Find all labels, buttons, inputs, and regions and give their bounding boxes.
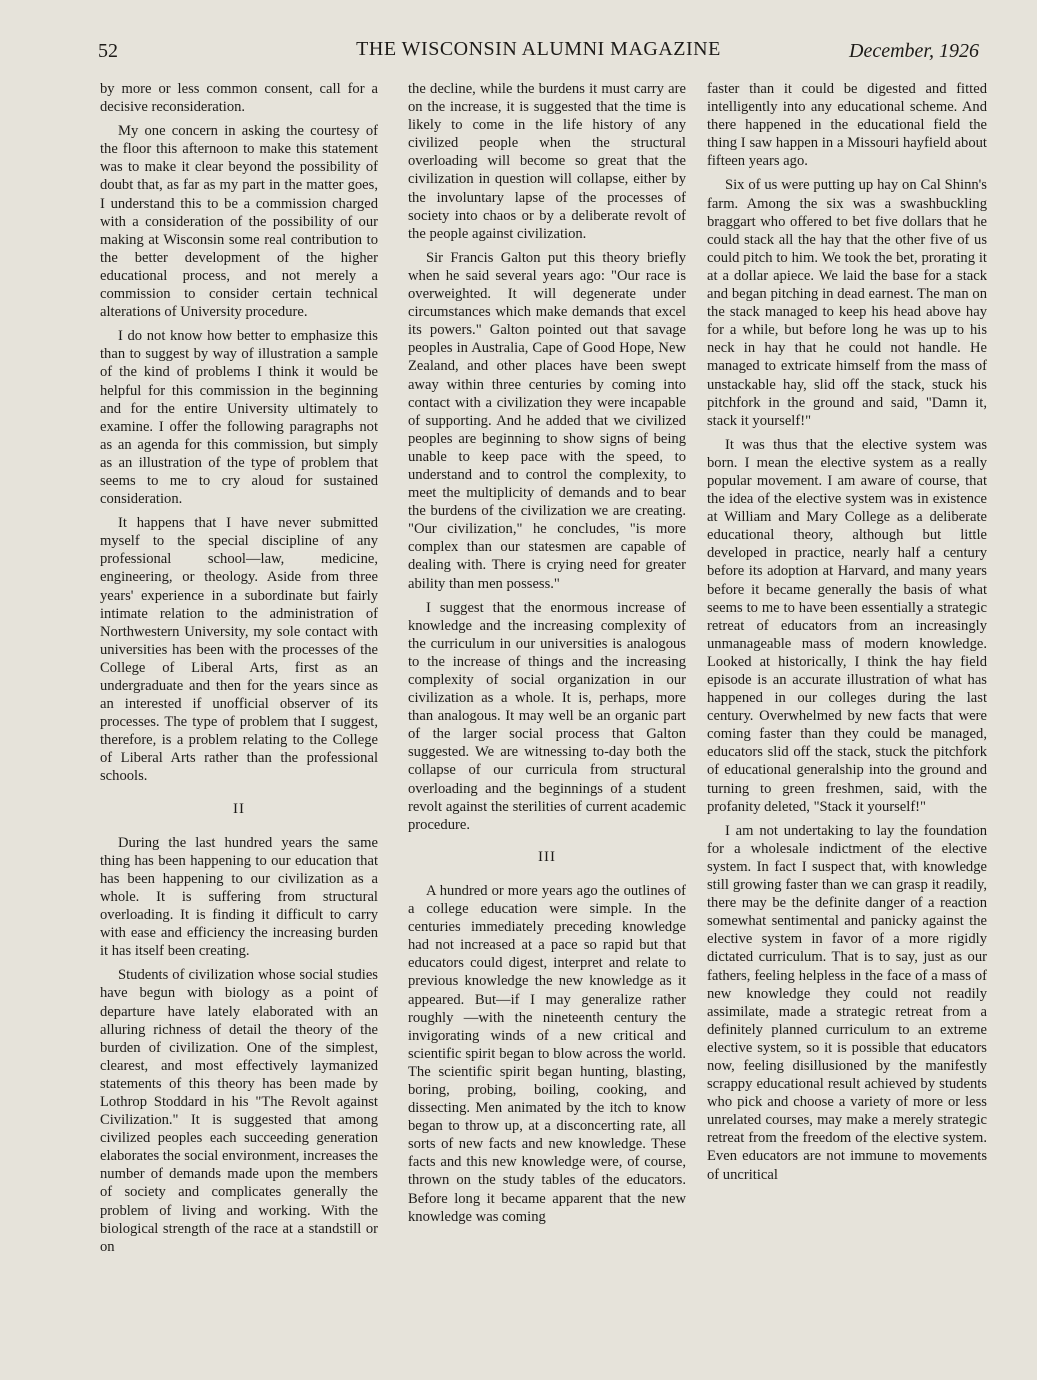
running-header <box>98 38 979 68</box>
paragraph: I suggest that the enormous increase of knowledge and the increasing complexity of the curriculum in our universities is analogous to the increase of things and the increasing complexity of social organization in our civilization as a whole. It is, perhaps, more than analogous. It may well be an organic part of the larger social process that Galton suggested. We are witnessing to-day both the collapse of our curricula from structural overloading and the beginnings of a student revolt against the sterilities of current academic procedure. <box>408 599 686 833</box>
paragraph: A hundred or more years ago the outlines of a college education were simple. In the centuries immediately preceding knowledge had not increased at a pace so rapid but that educators could digest, interpret and relate to previous knowledge the new knowledge as it appeared. But—if I may generalize rather roughly —with the nineteenth century the invigorating winds of a new critical and scientific spirit began to blow across the world. The scientific spirit began hunting, blasting, boring, probing, boiling, cooking, and dissecting. Men animated by the itch to know began to throw up, at a disconcerting rate, all sorts of new facts and new knowledge. These facts and this new knowledge were, of course, thrown on the study tables of the educators. Before long it became apparent that the new knowledge was coming <box>408 882 686 1225</box>
paragraph: I am not undertaking to lay the foundation for a wholesale indictment of the elective system. In fact I suspect that, with knowledge still growing faster than we can grasp it readily, there may be the definite danger of a reaction somewhat sentimental and panicky against the elective system in favor of a more rigidly dictated curriculum. That is to say, just as our fathers, feeling helpless in the face of a mass of new knowledge they could not readily assimilate, made a strategic retreat from a definitely planned curriculum to an extreme elective system, so it is possible that educators now, feeling disillusioned by the manifestly scrappy educational result achieved by students who pick and choose a variety of more or less unrelated courses, may make a merely strategic retreat from the freedom of the elective system. Even educators are not immune to movements of uncritical <box>707 822 987 1183</box>
issue-date: December, 1926 <box>849 40 979 62</box>
paragraph: It happens that I have never submitted myself to the special discipline of any professional school—law, medicine, engineering, or theology. Aside from three years' experience in a subordinate but fairly intimate relation to the administration of Northwestern University, my sole contact with universities has been with the processes of the College of Liberal Arts, first as an undergraduate and then for the years since as an interested if unofficial observer of its processes. The type of problem that I suggest, therefore, is a problem relating to the College of Liberal Arts rather than the professional schools. <box>100 515 378 785</box>
paragraph: the decline, while the burdens it must carry are on the increase, it is suggested that the time is likely to come in the life history of any civilized people when the structural overloading will become so great that the civilization in question will collapse, either by the involuntary lapse of the processes of society into chaos or by a deliberate revolt of the people against civilization. <box>408 81 686 242</box>
paragraph: by more or less common consent, call for a decisive reconsideration. <box>100 81 378 116</box>
section-heading: III <box>538 848 556 865</box>
column-3 <box>707 80 987 1190</box>
paragraph: Sir Francis Galton put this theory briefly when he said several years ago: "Our race is overweighted. It will degenerate under circumstances which make demands that excel its powers." Galton pointed out that savage peoples in Australia, Cape of Good Hope, New Zealand, and other places have been swept away within three centuries by coming into contact with a civilization they were incapable of supporting. And he added that we civilized peoples are beginning to show signs of being unable to keep pace with the speed, to understand and to control the complexity, to meet the multiplicity of demands and to bear the burdens of the civilization we are creating. "Our civilization," he concludes, "is more complex than our statesmen are capable of dealing with. There is crying need for greater ability than men possess." <box>408 249 686 592</box>
paragraph: It was thus that the elective system was born. I mean the elective system as a really popular movement. I am aware of course, that the idea of the elective system was in existence at William and Mary College as a deliberate educational theory, although but little developed in practice, nearly half a century before its adoption at Harvard, and many years before it became generally the basis of what seems to me to have been essentially a strategic retreat of educators from an increasingly unmanageable mass of modern knowledge. Looked at historically, I think the hay field episode is an accurate illustration of what has happened in our colleges during the last century. Overwhelmed by new facts that were coming faster than they could be managed, educators slid off the stack, stuck the pitchfork of educational generalship into the ground and turning to green freshmen, said, with the profanity deleted, "Stack it yourself!" <box>707 436 987 815</box>
paragraph: During the last hundred years the same thing has been happening to our education that has been happening to our civilization as a whole. It is suffering from structural overloading. It is finding it difficult to carry with ease and efficiency the increasing burden it has itself been creating. <box>100 834 378 960</box>
paragraph: I do not know how better to emphasize this than to suggest by way of illustration a sample of the kind of problems I think it would be helpful for this commission in the beginning and for the entire University ultimately to examine. I offer the following paragraphs not as an agenda for this commission, but simply as an illustration of the type of problem that seems to me to cry aloud for sustained consideration. <box>100 328 378 508</box>
column-1 <box>100 80 378 1262</box>
paragraph: faster than it could be digested and fitted intelligently into any educational scheme. And there happened in the educational field the thing I saw happen in a Missouri hayfield about fifteen years ago. <box>707 81 987 170</box>
column-2 <box>408 80 686 1232</box>
page-number: 52 <box>98 40 118 62</box>
magazine-title: THE WISCONSIN ALUMNI MAGAZINE <box>356 38 721 60</box>
section-heading: II <box>233 800 245 817</box>
paragraph: My one concern in asking the courtesy of the floor this afternoon to make this statement was to make it clear beyond the possibility of doubt that, as far as my part in the matter goes, I understand this to be a commission charged with a consideration of the possibility of our making at Wisconsin some real contribution to the better development of the higher educational process, and not merely a commission to consider certain technical alterations of University procedure. <box>100 123 378 321</box>
paragraph: Students of civilization whose social studies have begun with biology as a point of departure have lately elaborated with an alluring richness of detail the theory of the burden of civilization. One of the simplest, clearest, and most effectively laymanized statements of this theory has been made by Lothrop Stoddard in his "The Revolt against Civilization." It is suggested that among civilized peoples each succeeding generation elaborates the social environment, increases the number of demands made upon the members of society and complicates generally the problem of living and working. With the biological strength of the race at a standstill or on <box>100 967 378 1255</box>
paragraph: Six of us were putting up hay on Cal Shinn's farm. Among the six was a swashbuckling braggart who offered to bet five dollars that he could stack all the hay that the other five of us could pitch to him. We took the bet, prorating it at a dollar apiece. We laid the base for a stack and began pitching in dead earnest. The man on the stack managed to keep his head above hay for a while, but before long he was up to his neck in hay that he could not handle. He managed to extricate himself from the mass of unstackable hay, slid off the stack, stuck his pitchfork in the ground and said, "Damn it, stack it yourself!" <box>707 177 987 429</box>
